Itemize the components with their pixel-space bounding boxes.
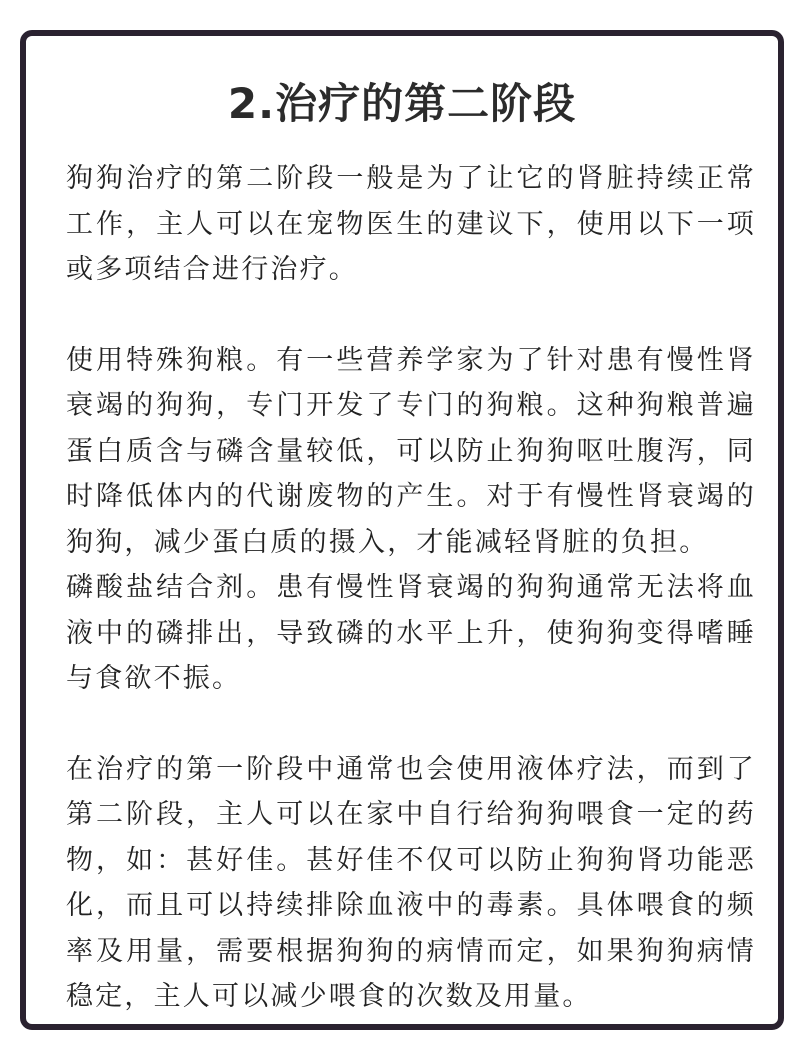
document-body [66,156,756,1020]
paragraph-medication: 在治疗的第一阶段中通常也会使用液体疗法，而到了第二阶段，主人可以在家中自行给狗狗喂食一定的药物，如：甚好佳。甚好佳不仅可以防止狗狗肾功能恶化，而且可以持续排除血液中的毒素。具体喂食的频率及用量，需要根据狗狗的病情而定，如果狗狗病情稳定，主人可以减少喂食的次数及用量。 [66,753,756,1012]
paragraph-phosphate-binder: 磷酸盐结合剂。患有慢性肾衰竭的狗狗通常无法将血液中的磷排出，导致磷的水平上升，使狗狗变得嗜睡与食欲不振。 [66,572,756,694]
paragraph-spacer [66,293,756,338]
page-title: 2.治疗的第二阶段 [227,79,577,128]
paragraph-spacer [66,702,756,747]
document-card [20,30,784,1030]
paragraph-special-dog-food: 使用特殊狗粮。有一些营养学家为了针对患有慢性肾衰竭的狗狗，专门开发了专门的狗粮。这种狗粮普遍蛋白质含与磷含量较低，可以防止狗狗呕吐腹泻，同时降低体内的代谢废物的产生。对于有慢性肾衰竭的狗狗，减少蛋白质的摄入，才能减轻肾脏的负担。 [66,344,756,558]
paragraph-intro: 狗狗治疗的第二阶段一般是为了让它的肾脏持续正常工作，主人可以在宠物医生的建议下，使用以下一项或多项结合进行治疗。 [66,163,756,285]
